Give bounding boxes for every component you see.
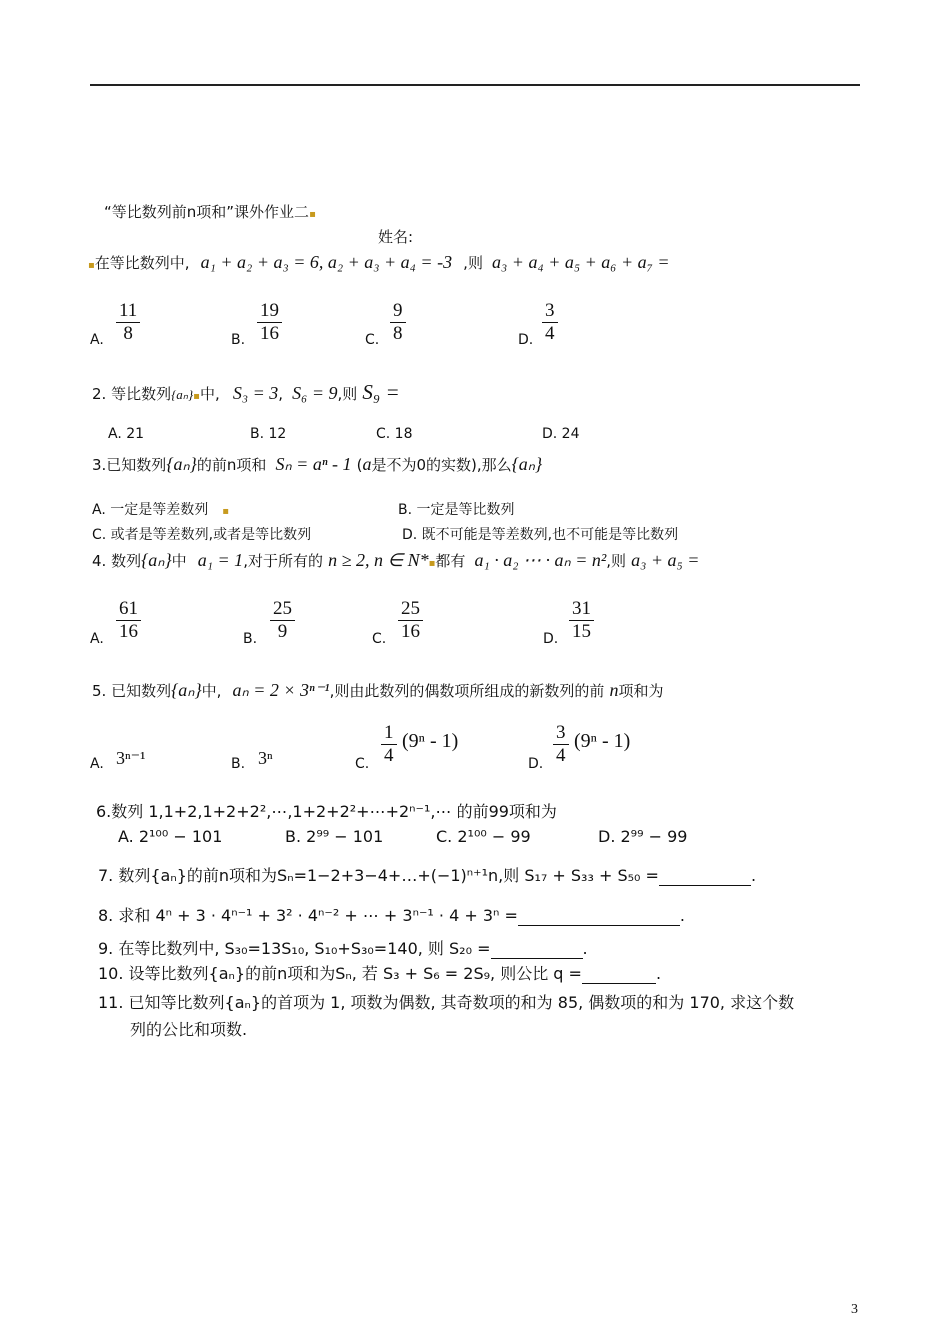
question-11-line-1: 11. 已知等比数列{aₙ}的首项为 1, 项数为偶数, 其奇数项的和为 85, 偶数项的和为 170, 求这个数 xyxy=(98,993,795,1012)
worksheet-title: “等比数列前n项和”课外作业二▪ xyxy=(104,203,316,221)
q6-option-c: C. 2¹⁰⁰ − 99 xyxy=(436,827,531,846)
q4-option-a-label: A. xyxy=(90,631,104,647)
q6-option-b: B. 2⁹⁹ − 101 xyxy=(285,827,384,846)
q10-answer-blank[interactable] xyxy=(582,967,656,984)
q3-option-d: D. 既不可能是等差数列,也不可能是等比数列 xyxy=(402,527,679,543)
q2-option-b: B. 12 xyxy=(250,426,287,442)
question-11-line-2: 列的公比和项数. xyxy=(130,1020,248,1039)
question-2: 2. 等比数列{aₙ}▪中, S₃ = 3, S₆ = 9,则 S₉ = xyxy=(92,380,400,404)
question-3: 3.已知数列{aₙ}的前n项和 Sₙ = aⁿ - 1 (a是不为0的实数),那么{aₙ} xyxy=(92,454,543,474)
q5-option-b-expr: 3ⁿ xyxy=(258,748,273,768)
q5-option-c-tail: (9ⁿ - 1) xyxy=(402,730,459,752)
q5-option-c-fraction: $\frac{1}{4}$ xyxy=(381,722,397,767)
q4-option-d-fraction: $\frac{31}{15}$ xyxy=(569,598,594,643)
question-9: 9. 在等比数列中, S₃₀=13S₁₀, S₁₀+S₃₀=140, 则 S₂₀ = . xyxy=(98,939,588,958)
q1-option-a-label: A. xyxy=(90,332,104,348)
q6-option-a: A. 2¹⁰⁰ − 101 xyxy=(118,827,223,846)
question-6: 6.数列 1,1+2,1+2+2²,⋯,1+2+2²+⋯+2ⁿ⁻¹,⋯ 的前99项和为 xyxy=(96,802,557,821)
q3-option-a: A. 一定是等差数列 ▪ xyxy=(92,502,230,518)
q4-option-b-label: B. xyxy=(243,631,258,647)
header-rule xyxy=(90,84,860,86)
question-5: 5. 已知数列{aₙ}中, aₙ = 2 × 3ⁿ⁻¹,则由此数列的偶数项所组成的新数列的前 n项和为 xyxy=(92,680,664,700)
q3-option-b: B. 一定是等比数列 xyxy=(398,502,515,518)
q1-option-c-label: C. xyxy=(365,332,380,348)
q8-answer-blank[interactable] xyxy=(518,909,680,926)
question-4: 4. 数列{aₙ}中 a₁ = 1,对于所有的 n ≥ 2, n ∈ N*▪都有 a₁ · a₂ ⋯ · aₙ = n²,则 a₃ + a₅ = xyxy=(92,550,700,570)
question-10: 10. 设等比数列{aₙ}的前n项和为Sₙ, 若 S₃ + S₆ = 2S₉, 则公比 q = . xyxy=(98,964,662,983)
question-1: ▪在等比数列中, a₁ + a₂ + a₃ = 6, a₂ + a₃ + a₄ = -3 ,则 a₃ + a₄ + a₅ + a₆ + a₇ = xyxy=(88,252,670,272)
q7-answer-blank[interactable] xyxy=(659,869,751,886)
q4-option-b-fraction: $\frac{25}{9}$ xyxy=(270,598,295,643)
q2-option-d: D. 24 xyxy=(542,426,580,442)
q4-option-d-label: D. xyxy=(543,631,559,647)
q2-option-c: C. 18 xyxy=(376,426,413,442)
q6-option-d: D. 2⁹⁹ − 99 xyxy=(598,827,688,846)
q1-option-d-fraction: $\frac{3}{4}$ xyxy=(542,300,558,345)
q5-option-a-expr: 3ⁿ⁻¹ xyxy=(116,748,146,768)
q5-option-a-label: A. xyxy=(90,756,104,772)
q5-option-c-label: C. xyxy=(355,756,370,772)
q2-option-a: A. 21 xyxy=(108,426,145,442)
q1-option-b-fraction: $\frac{19}{16}$ xyxy=(257,300,282,345)
q5-option-d-tail: (9ⁿ - 1) xyxy=(574,730,631,752)
q5-option-b-label: B. xyxy=(231,756,246,772)
q9-answer-blank[interactable] xyxy=(491,942,583,959)
question-8: 8. 求和 4ⁿ + 3 · 4ⁿ⁻¹ + 3² · 4ⁿ⁻² + ⋯ + 3ⁿ⁻¹ · 4 + 3ⁿ = . xyxy=(98,906,685,925)
q4-option-a-fraction: $\frac{61}{16}$ xyxy=(116,598,141,643)
q1-option-c-fraction: $\frac{9}{8}$ xyxy=(390,300,406,345)
q4-option-c-label: C. xyxy=(372,631,387,647)
q1-option-a-fraction: $\frac{11}{8}$ xyxy=(116,300,140,345)
name-label: 姓名: xyxy=(378,228,414,246)
question-7: 7. 数列{aₙ}的前n项和为Sₙ=1−2+3−4+…+(−1)ⁿ⁺¹n,则 S₁₇ + S₃₃ + S₅₀ = . xyxy=(98,866,757,885)
q5-option-d-label: D. xyxy=(528,756,544,772)
q3-option-c: C. 或者是等差数列,或者是等比数列 xyxy=(92,527,312,543)
page-number: 3 xyxy=(851,1302,858,1317)
q1-option-b-label: B. xyxy=(231,332,246,348)
q4-option-c-fraction: $\frac{25}{16}$ xyxy=(398,598,423,643)
q1-option-d-label: D. xyxy=(518,332,534,348)
q5-option-d-fraction: $\frac{3}{4}$ xyxy=(553,722,569,767)
